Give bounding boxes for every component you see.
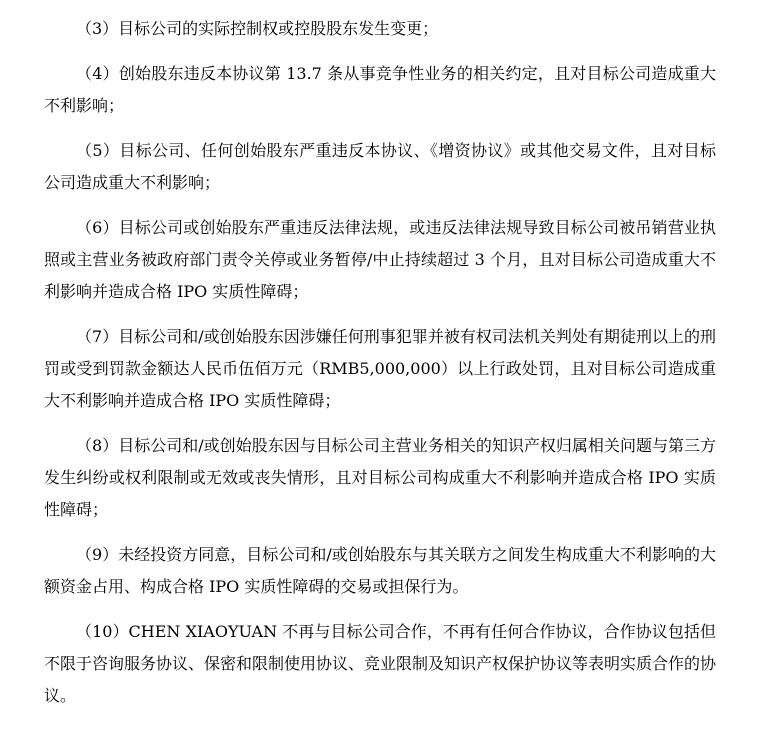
clause-7: （7）目标公司和/或创始股东因涉嫌任何刑事犯罪并被有权司法机关判处有期徒刑以上的刑罚或受到罚款金额达人民币伍佰万元（RMB5,000,000）以上行政处罚，且对目标公司造成重大不利影响并造成合格 IPO 实质性障碍； [44,327,716,410]
clause-4: （4）创始股东违反本协议第 13.7 条从事竞争性业务的相关约定，且对目标公司造成重大不利影响； [44,64,716,115]
clause-5: （5）目标公司、任何创始股东严重违反本协议、《增资协议》或其他交易文件，且对目标公司造成重大不利影响； [44,141,716,192]
clause-6: （6）目标公司或创始股东严重违反法律法规，或违反法律法规导致目标公司被吊销营业执照或主营业务被政府部门责令关停或业务暂停/中止持续超过 3 个月，且对目标公司造成重大不利影响并造成合格 IPO 实质性障碍； [44,218,716,301]
clause-10: （10）CHEN XIAOYUAN 不再与目标公司合作，不再有任何合作协议，合作协议包括但不限于咨询服务协议、保密和限制使用协议、竞业限制及知识产权保护协议等表明实质合作的协议。 [44,622,717,705]
clause-8: （8）目标公司和/或创始股东因与目标公司主营业务相关的知识产权归属相关问题与第三方发生纠纷或权利限制或无效或丧失情形，且对目标公司构成重大不利影响并造成合格 IPO 实质性障碍； [44,436,716,519]
clause-3: （3）目标公司的实际控制权或控股股东发生变更； [76,19,439,38]
clause-9: （9）未经投资方同意，目标公司和/或创始股东与其关联方之间发生构成重大不利影响的大额资金占用、构成合格 IPO 实质性障碍的交易或担保行为。 [44,545,716,596]
